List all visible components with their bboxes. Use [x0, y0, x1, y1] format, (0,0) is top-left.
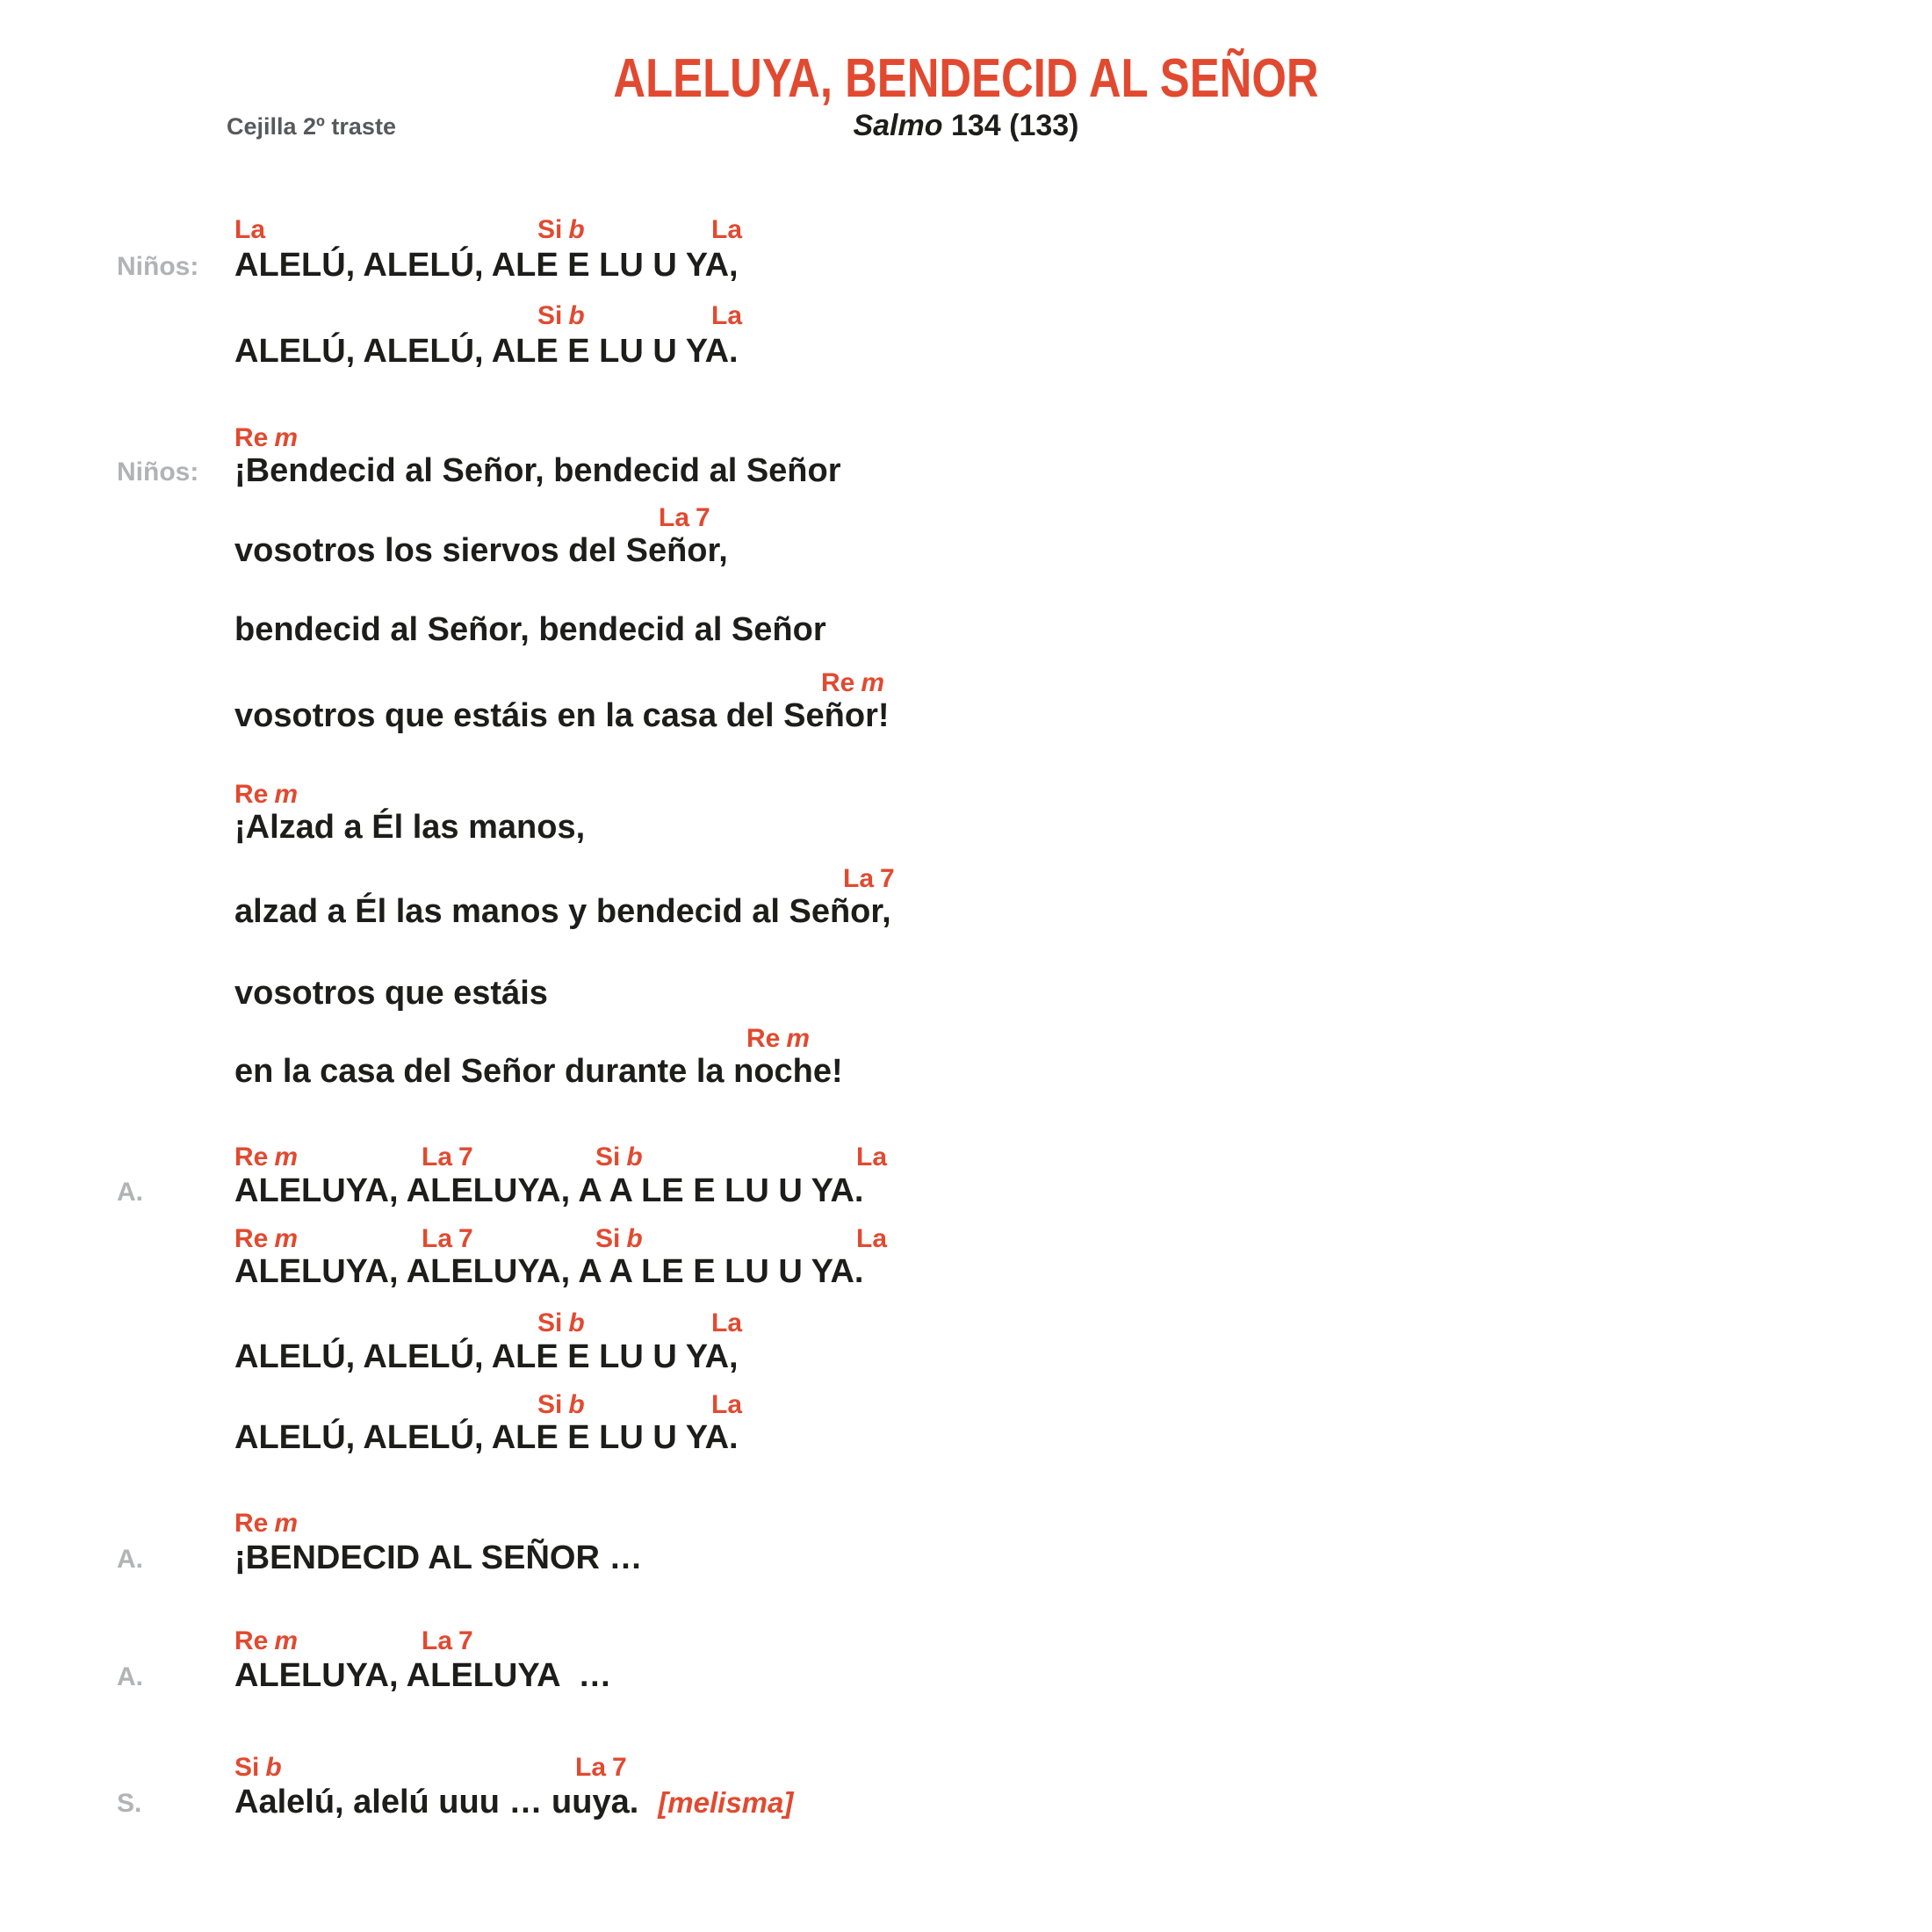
voice-label: A. — [117, 1545, 143, 1574]
chord: Si b — [537, 215, 585, 244]
chord: Re m — [234, 423, 299, 452]
lyric-line: ALELÚ, ALELÚ, ALE E LU U YA. — [234, 333, 739, 370]
chord: La 7 — [575, 1753, 627, 1782]
chord-row — [0, 1390, 1932, 1422]
chord: Re m — [821, 668, 885, 697]
lyric-line: vosotros que estáis — [234, 975, 548, 1012]
chord: La — [234, 215, 266, 244]
chord: La — [711, 215, 743, 244]
lyric-line: vosotros los siervos del Señor, — [234, 532, 728, 569]
chord: La — [711, 301, 743, 330]
chord: La 7 — [843, 864, 895, 893]
psalm-number: 134 (133) — [942, 109, 1079, 142]
chord: Si b — [234, 1753, 282, 1782]
chord: La 7 — [659, 503, 710, 532]
chord-row — [0, 215, 1932, 247]
chord: La 7 — [422, 1626, 473, 1655]
chord-row — [0, 864, 1932, 896]
lyric-line: alzad a Él las manos y bendecid al Señor, — [234, 893, 891, 930]
chord: Re m — [234, 1626, 299, 1655]
chord: Si b — [595, 1143, 643, 1171]
lyric-text: Aalelú, alelú uuu … uuya. — [234, 1784, 639, 1820]
lyric-line: ALELUYA, ALELUYA … — [234, 1657, 612, 1694]
lyric-line: ¡BENDECID AL SEÑOR … — [234, 1539, 643, 1576]
chord-row — [0, 1626, 1932, 1658]
psalm-word: Salmo — [853, 109, 943, 142]
chord: Si b — [537, 1390, 585, 1419]
chord: Si b — [537, 301, 585, 330]
chord: La — [711, 1308, 743, 1337]
lyric-line — [234, 1784, 793, 1821]
voice-label: A. — [117, 1178, 143, 1207]
voice-label: Niños: — [117, 252, 199, 281]
lyric-line: bendecid al Señor, bendecid al Señor — [234, 611, 826, 648]
chord-row — [0, 1143, 1932, 1174]
chord-row — [0, 301, 1932, 333]
chord: La — [856, 1224, 888, 1253]
chord-row — [0, 1024, 1932, 1056]
chord-row — [0, 780, 1932, 811]
song-title: ALELUYA, BENDECID AL SEÑOR — [613, 48, 1319, 109]
chord-row — [0, 503, 1932, 535]
chord-row — [0, 668, 1932, 700]
chord: Re m — [234, 780, 299, 809]
chord-row — [0, 423, 1932, 455]
lyric-line: ¡Bendecid al Señor, bendecid al Señor — [234, 452, 841, 489]
psalm-reference — [0, 109, 1932, 143]
lyric-line: ALELÚ, ALELÚ, ALE E LU U YA. — [234, 1419, 739, 1456]
chord-row — [0, 1224, 1932, 1256]
lyric-line: vosotros que estáis en la casa del Señor! — [234, 697, 890, 734]
lyric-line: ALELUYA, ALELUYA, A A LE E LU U YA. — [234, 1172, 864, 1209]
chord-row — [0, 1509, 1932, 1540]
voice-label: A. — [117, 1662, 143, 1691]
chord: La 7 — [422, 1143, 473, 1171]
chord: La 7 — [422, 1224, 473, 1253]
chord: Si b — [595, 1224, 643, 1253]
chord: Re m — [234, 1509, 299, 1538]
chord: La — [711, 1390, 743, 1419]
melisma-annotation: [melisma] — [658, 1786, 794, 1819]
chord-row — [0, 1308, 1932, 1340]
lyric-line: ALELÚ, ALELÚ, ALE E LU U YA, — [234, 1338, 739, 1375]
chord: Re m — [234, 1143, 299, 1171]
chord: Re m — [746, 1024, 811, 1053]
lyric-line: ALELUYA, ALELUYA, A A LE E LU U YA. — [234, 1253, 864, 1290]
chord: Si b — [537, 1308, 585, 1337]
lyric-line: en la casa del Señor durante la noche! — [234, 1053, 843, 1090]
lyric-line: ALELÚ, ALELÚ, ALE E LU U YA, — [234, 247, 739, 284]
chord: La — [856, 1143, 888, 1171]
lyric-line: ¡Alzad a Él las manos, — [234, 809, 586, 846]
chord: Re m — [234, 1224, 299, 1253]
chord-row — [0, 1753, 1932, 1784]
capo-note: Cejilla 2º traste — [227, 113, 396, 140]
voice-label: Niños: — [117, 458, 199, 487]
voice-label: S. — [117, 1789, 142, 1818]
